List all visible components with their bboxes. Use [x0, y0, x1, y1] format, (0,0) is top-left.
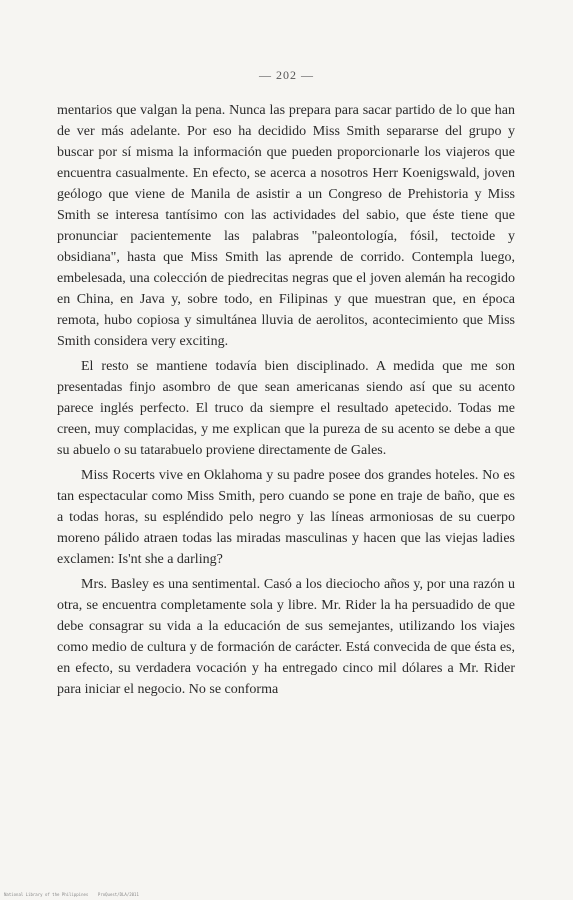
page-number: — 202 — [259, 68, 314, 82]
paragraph-1: mentarios que valgan la pena. Nunca las prepara para sacar partido de lo que han de ver más adelante. Por eso ha decidido Miss Smith separarse del grupo y buscar por sí misma la información que pueden proporcionarle los viajeros que encuentra casualmente. En efecto, se acerca a nosotros Herr Koenigswald, joven geólogo que viene de Manila de asistir a un Congreso de Prehistoria y Miss Smith se interesa tantísimo con las actividades del sabio, que éste tiene que pronunciar pacientemente las palabras "paleontología, fósil, tectoide y obsidiana", hasta que Miss Smith las aprende de corrido. Contempla luego, embelesada, una colección de piedrecitas negras que el joven alemán ha recogido en China, en Java y, sobre todo, en Filipinas y que muestran que, en época remota, hubo copiosa y simultánea lluvia de aerolitos, acontecimiento que Miss Smith considera very exciting. [57, 103, 515, 349]
page-body [57, 100, 515, 700]
scan-footer-text: National Library of the Philippines ProQuest/DLA/2011 [4, 892, 139, 897]
paragraph-4: Mrs. Basley es una sentimental. Casó a los dieciocho años y, por una razón u otra, se encuentra completamente sola y libre. Mr. Rider la ha persuadido de que debe consagrar su vida a la educación de sus semejantes, utilizando los viajes como medio de cultura y de formación de carácter. Está convecida de que ésta es, en efecto, su verdadera vocación y ha entregado cinco mil dólares a Mr. Rider para iniciar el negocio. No se conforma [57, 577, 515, 697]
paragraph-2: El resto se mantiene todavía bien disciplinado. A medida que me son presentadas finjo asombro de que sean americanas siendo así que su acento parece inglés perfecto. El truco da siempre el resultado apetecido. Todas me creen, muy complacidas, y me explican que la pureza de su acento se debe a que su abuelo o su tatarabuelo proviene directamente de Gales. [57, 359, 515, 458]
paragraph-3: Miss Rocerts vive en Oklahoma y su padre posee dos grandes hoteles. No es tan espectacular como Miss Smith, pero cuando se pone en traje de baño, que es a todas horas, su espléndido pelo negro y las líneas armoniosas de su cuerpo moreno pálido atraen todas las miradas masculinas y hacen que las viejas ladies exclamen: Is'nt she a darling? [57, 468, 515, 567]
